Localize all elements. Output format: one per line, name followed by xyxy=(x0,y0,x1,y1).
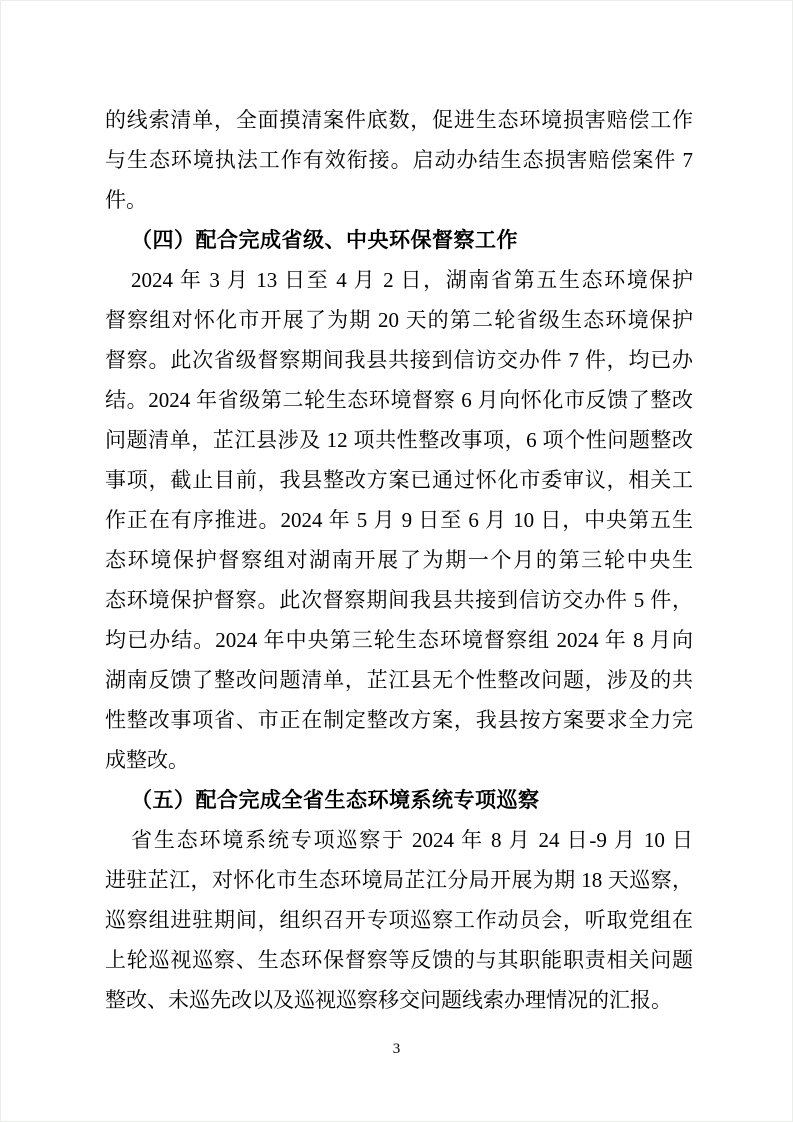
page-number: 3 xyxy=(392,1041,401,1057)
page-footer xyxy=(0,1040,793,1058)
text-line: 2024 年 3 月 13 日至 4 月 2 日，湖南省第五生态环境保护 xyxy=(131,268,693,292)
text-line: 件。 xyxy=(105,188,147,212)
text-line: 省生态环境系统专项巡察于 2024 年 8 月 24 日-9 月 10 日 xyxy=(131,828,693,852)
text-line: 态环境保护督察组对湖南开展了为期一个月的第三轮中央生 xyxy=(105,548,693,572)
text-line: 结。2024 年省级第二轮生态环境督察 6 月向怀化市反馈了整改 xyxy=(105,388,693,412)
text-line: 与生态环境执法工作有效衔接。启动办结生态损害赔偿案件 7 xyxy=(105,148,693,172)
document-body xyxy=(105,100,693,1020)
text-line: 态环境保护督察。此次督察期间我县共接到信访交办件 5 件， xyxy=(105,588,693,612)
text-line: 均已办结。2024 年中央第三轮生态环境督察组 2024 年 8 月向 xyxy=(105,628,693,652)
text-line: 整改、未巡先改以及巡视巡察移交问题线索办理情况的汇报。 xyxy=(105,988,672,1012)
section-heading: （四）配合完成省级、中央环保督察工作 xyxy=(131,228,518,252)
text-line: 问题清单，芷江县涉及 12 项共性整改事项，6 项个性问题整改 xyxy=(105,428,693,452)
text-line: 性整改事项省、市正在制定整改方案，我县按方案要求全力完 xyxy=(105,708,693,732)
text-line: 上轮巡视巡察、生态环保督察等反馈的与其职能职责相关问题 xyxy=(105,948,693,972)
text-line: 的线索清单，全面摸清案件底数，促进生态环境损害赔偿工作 xyxy=(105,108,693,132)
text-line: 督察。此次省级督察期间我县共接到信访交办件 7 件，均已办 xyxy=(105,348,693,372)
text-line: 作正在有序推进。2024 年 5 月 9 日至 6 月 10 日，中央第五生 xyxy=(105,508,693,532)
text-line: 进驻芷江，对怀化市生态环境局芷江分局开展为期 18 天巡察， xyxy=(105,868,693,892)
text-line: 成整改。 xyxy=(105,748,189,772)
text-line: 湖南反馈了整改问题清单，芷江县无个性整改问题，涉及的共 xyxy=(105,668,693,692)
text-line: 督察组对怀化市开展了为期 20 天的第二轮省级生态环境保护 xyxy=(105,308,693,332)
section-heading: （五）配合完成全省生态环境系统专项巡察 xyxy=(131,788,540,812)
text-line: 事项，截止目前，我县整改方案已通过怀化市委审议，相关工 xyxy=(105,468,693,492)
text-line: 巡察组进驻期间，组织召开专项巡察工作动员会，听取党组在 xyxy=(105,908,693,932)
